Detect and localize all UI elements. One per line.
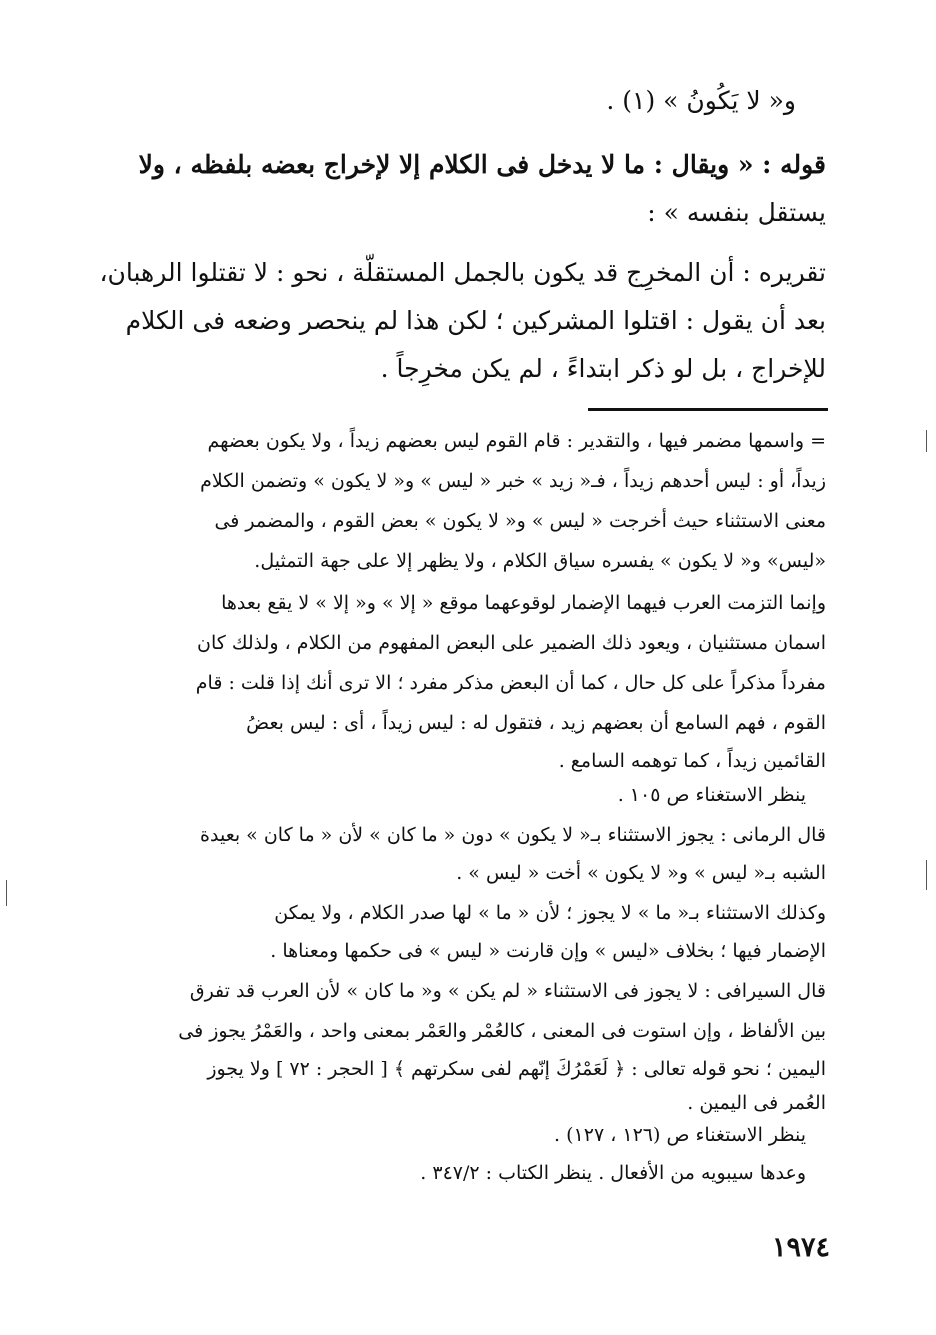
footnote-line: القوم ، فهم السامع أن بعضهم زيد ، فتقول له : ليس زيداً ، أى : ليس بعضُ [246,712,826,734]
footnote-separator [588,408,828,411]
footnote-line: معنى الاستثناء حيث أخرجت « ليس » و« لا يكون » بعض القوم ، والمضمر فى [214,510,826,532]
footnote-line: الإضمار فيها ؛ بخلاف «ليس » وإن قارنت « ليس » فى حكمها ومعناها . [270,940,826,962]
footnote-line: قال الرمانى : يجوز الاستثناء بـ« لا يكون » دون « ما كان » لأن « ما كان » بعيدة [200,824,826,846]
scan-edge-mark [6,880,7,906]
footnote-line: وإنما التزمت العرب فيهما الإضمار لوقوعهما موقع « إلا » و« إلا » لا يقع بعدها [221,592,826,614]
footnote-line: = واسمها مضمر فيها ، والتقدير : قام القوم ليس بعضهم زيداً ، ولا يكون بعضهم [207,430,826,452]
footnote-line: ينظر الاستغناء ص ١٠٥ . [617,784,806,806]
footnote-line: وكذلك الاستثناء بـ« ما » لا يجوز ؛ لأن « ما » لها صدر الكلام ، ولا يمكن [274,902,826,924]
scan-edge-mark [926,860,927,890]
main-text-line: قوله : « ويقال : ما لا يدخل فى الكلام إلا لإخراج بعضه بلفظه ، ولا [138,150,826,179]
main-text-line: بعد أن يقول : اقتلوا المشركين ؛ لكن هذا لم ينحصر وضعه فى الكلام [125,306,826,335]
footnote-line: اسمان مستثنيان ، ويعود ذلك الضمير على البعض المفهوم من الكلام ، ولذلك كان [197,632,826,654]
page-number: ١٩٧٤ [772,1232,831,1263]
footnote-line: مفرداً مذكراً على كل حال ، كما أن البعض مذكر مفرد ؛ الا ترى أنك إذا قلت : قام [195,672,826,694]
footnote-line: اليمين ؛ نحو قوله تعالى : ﴿ لَعَمْرُكَ إنّهم لفى سكرتهم ﴾ [ الحجر : ٧٢ ] ولا يجوز [207,1058,826,1080]
main-text-line: و« لا يَكُونُ » (١) . [606,86,796,115]
footnote-line: وعدها سيبويه من الأفعال . ينظر الكتاب : ٣٤٧/٢ . [420,1162,806,1184]
scan-edge-mark [926,430,927,452]
footnote-line: الشبه بـ« ليس » و« لا يكون » أخت « ليس » . [456,862,826,884]
footnote-line: «ليس» و« لا يكون » يفسره سياق الكلام ، ولا يظهر إلا على جهة التمثيل. [254,550,826,572]
footnote-line: قال السيرافى : لا يجوز فى الاستثناء « لم يكن » و« ما كان » لأن العرب قد تفرق [189,980,826,1002]
footnote-line: بين الألفاظ ، وإن استوت فى المعنى ، كالعُمْر والعَمْر بمعنى واحد ، والعَمْرُ يجوز فى [178,1020,826,1042]
footnote-line: العُمر فى اليمين . [687,1092,826,1114]
main-text-line: يستقل بنفسه » : [647,198,826,227]
main-text-line: للإخراج ، بل لو ذكر ابتداءً ، لم يكن مخرِجاً . [380,354,826,383]
footnote-line: ينظر الاستغناء ص (١٢٦ ، ١٢٧) . [554,1124,806,1146]
footnote-line: القائمين زيداً ، كما توهمه السامع . [558,750,826,772]
footnote-line: زيداً، أو : ليس أحدهم زيداً ، فـ« زيد » خبر « ليس » و« لا يكون » وتضمن الكلام [200,470,826,492]
main-text-line: تقريره : أن المخرِج قد يكون بالجمل المستقلّة ، نحو : لا تقتلوا الرهبان، [99,258,826,287]
